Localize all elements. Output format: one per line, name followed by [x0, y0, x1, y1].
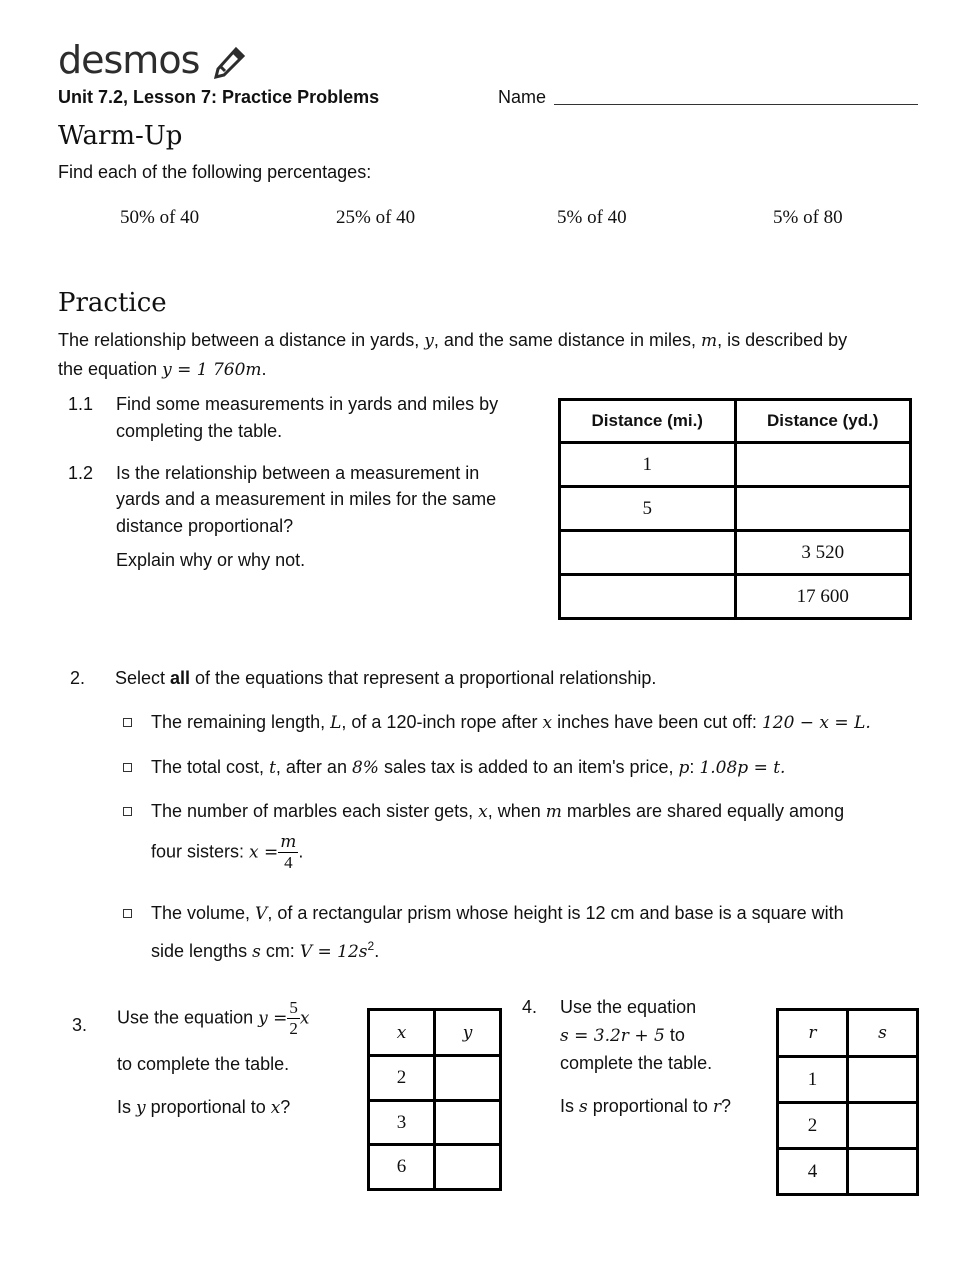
column-header: s	[848, 1010, 918, 1057]
table-cell[interactable]	[848, 1103, 918, 1149]
desmos-logo: desmos	[58, 38, 200, 82]
table-cell[interactable]: 5	[560, 487, 736, 531]
question-number: 1.1	[68, 394, 94, 414]
table-cell[interactable]: 6	[369, 1145, 435, 1190]
table-cell[interactable]: 2	[369, 1056, 435, 1101]
question-text: Is the relationship between a measurement in	[116, 463, 480, 483]
question-text: yards and a measurement in miles for the same	[116, 489, 497, 509]
question-text: completing the table.	[116, 421, 283, 441]
checkbox[interactable]	[123, 909, 132, 918]
warmup-instruction: Find each of the following percentages:	[58, 162, 372, 182]
column-header: r	[778, 1010, 848, 1057]
option-text: side lengths s cm: $V = 12s^2$.	[151, 939, 380, 962]
question-text: Find some measurements in yards and miles by	[116, 394, 499, 414]
column-header: y	[435, 1010, 501, 1056]
percentage-item: 5% of 80	[773, 207, 843, 228]
question-number: 1.2	[68, 463, 94, 483]
percentage-item: 5% of 40	[557, 207, 627, 228]
column-header: Distance (yd.)	[735, 400, 911, 443]
option-text: four sisters: x = $\frac{m}{4}$ .	[151, 832, 304, 872]
option-text: The remaining length, L, of a 120-inch rope after x inches have been cut off: 120 − x = L.	[151, 712, 871, 733]
name-field[interactable]	[554, 104, 918, 105]
column-header: x	[369, 1010, 435, 1056]
column-header: Distance (mi.)	[560, 400, 736, 443]
option-text: The number of marbles each sister gets, x, when m marbles are shared equally among	[151, 801, 845, 822]
question-text: complete the table.	[560, 1053, 713, 1073]
table-cell[interactable]	[735, 443, 911, 487]
table-cell[interactable]	[560, 531, 736, 575]
checkbox[interactable]	[123, 718, 132, 727]
table-cell[interactable]	[848, 1149, 918, 1195]
table-cell[interactable]: 4	[778, 1149, 848, 1195]
question-number: 4.	[522, 997, 538, 1017]
question-text: Use the equation	[560, 997, 697, 1017]
table-cell[interactable]: 1	[778, 1057, 848, 1103]
fraction: $\frac{m}{4}$	[280, 832, 297, 872]
question-text: Explain why or why not.	[116, 550, 306, 570]
question-number: 2.	[70, 668, 86, 688]
table-cell[interactable]: 17 600	[735, 575, 911, 619]
checkbox[interactable]	[123, 763, 132, 772]
warmup-heading: Warm-Up	[58, 121, 183, 151]
question-text: s = 3.2r + 5 to	[560, 1025, 685, 1046]
question-text: distance proportional?	[116, 516, 294, 536]
table-cell[interactable]: 1	[560, 443, 736, 487]
table-cell[interactable]	[435, 1101, 501, 1145]
table-cell[interactable]: 3	[369, 1101, 435, 1145]
table-cell[interactable]	[560, 575, 736, 619]
checkbox[interactable]	[123, 807, 132, 816]
table-cell[interactable]	[735, 487, 911, 531]
rs-table	[776, 1008, 919, 1196]
name-label: Name	[498, 87, 547, 107]
percentage-item: 25% of 40	[336, 207, 416, 228]
pencil-icon	[212, 46, 246, 80]
question-text: Is s proportional to r?	[560, 1096, 731, 1117]
intro-line-1: The relationship between a distance in yards, y, and the same distance in miles, m, is described by	[58, 330, 848, 351]
practice-heading: Practice	[58, 288, 167, 318]
question-number: 3.	[72, 1015, 88, 1035]
question-text: Use the equation y = $\frac{5}{2}$ x	[117, 998, 310, 1038]
question-text: Select all of the equations that represent a proportional relationship.	[115, 668, 657, 688]
lesson-title: Unit 7.2, Lesson 7: Practice Problems	[58, 87, 380, 107]
table-cell[interactable]	[435, 1056, 501, 1101]
table-cell[interactable]	[848, 1057, 918, 1103]
question-text: to complete the table.	[117, 1054, 290, 1074]
option-text: The volume, V, of a rectangular prism whose height is 12 cm and base is a square with	[151, 903, 844, 924]
percentage-item: 50% of 40	[120, 207, 200, 228]
table-cell[interactable]	[435, 1145, 501, 1190]
fraction: $\frac{5}{2}$	[289, 998, 298, 1038]
table-cell[interactable]: 2	[778, 1103, 848, 1149]
distance-table	[558, 398, 912, 620]
table-cell[interactable]: 3 520	[735, 531, 911, 575]
option-text: The total cost, t, after an 8% sales tax is added to an item's price, p: 1.08p = t.	[151, 757, 786, 778]
xy-table	[367, 1008, 502, 1191]
intro-line-2: the equation y = 1 760m.	[58, 359, 267, 380]
question-text: Is y proportional to x?	[117, 1097, 291, 1118]
